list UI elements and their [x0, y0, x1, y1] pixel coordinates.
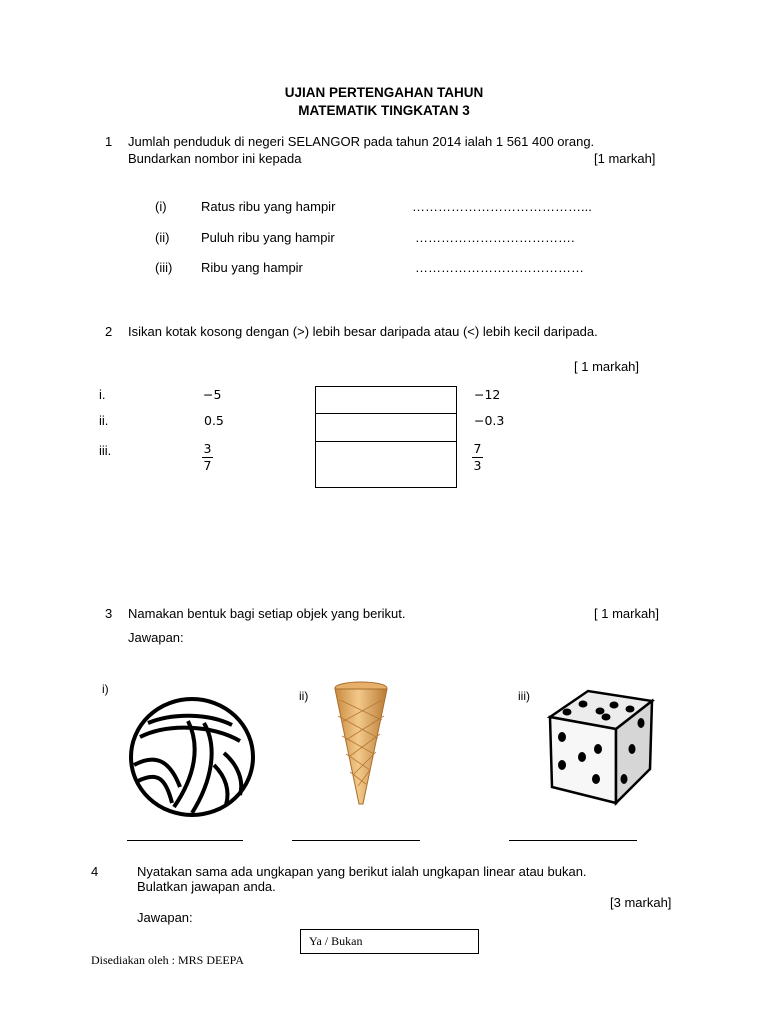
- q3-object-2-roman: ii): [299, 689, 309, 703]
- q1-item-1-label: Ratus ribu yang hampir: [201, 199, 336, 214]
- volleyball-icon: [128, 695, 258, 819]
- q2-row-1-right-value: −12: [474, 387, 501, 402]
- q3-answer-line-1[interactable]: [127, 840, 243, 841]
- q3-number: 3: [105, 606, 113, 621]
- q1-item-1-roman: (i): [155, 199, 167, 214]
- q2-text: Isikan kotak kosong dengan (>) lebih besar daripada atau (<) lebih kecil daripada.: [128, 324, 598, 339]
- ice-cream-cone-icon: [332, 680, 392, 808]
- q2-row-2-right-value: −0.3: [474, 413, 505, 428]
- q4-number: 4: [91, 864, 99, 879]
- q1-item-1-answer-dots: …………………………………...: [412, 199, 592, 214]
- q1-item-3-label: Ribu yang hampir: [201, 260, 303, 275]
- q3-answer-line-3[interactable]: [509, 840, 637, 841]
- q3-answer-line-2[interactable]: [292, 840, 420, 841]
- q1-text-line1: Jumlah penduduk di negeri SELANGOR pada tahun 2014 ialah 1 561 400 orang.: [128, 134, 595, 149]
- q4-text-line2: Bulatkan jawapan anda.: [137, 879, 276, 894]
- q2-row-3-right-fraction: [472, 442, 483, 473]
- page-subtitle: MATEMATIK TINGKATAN 3: [298, 103, 470, 118]
- dice-icon: [546, 687, 656, 807]
- q2-row-3-left-fraction: [202, 442, 213, 473]
- q3-answer-label: Jawapan:: [128, 630, 184, 645]
- q1-item-3-answer-dots: …………………………………: [415, 260, 584, 275]
- q3-object-3-roman: iii): [518, 689, 530, 703]
- page-title: UJIAN PERTENGAHAN TAHUN: [284, 85, 484, 100]
- q2-row-2-roman: ii.: [99, 413, 109, 428]
- q1-text-line2: Bundarkan nombor ini kepada: [128, 151, 302, 166]
- q2-number: 2: [105, 324, 113, 339]
- q2-row-2-left-value: 0.5: [204, 413, 224, 428]
- q1-item-3-roman: (iii): [155, 260, 173, 275]
- q4-text-line1: Nyatakan sama ada ungkapan yang berikut ialah ungkapan linear atau bukan.: [137, 864, 587, 879]
- q4-choice-text[interactable]: Ya / Bukan: [309, 934, 363, 948]
- q2-answer-box-3[interactable]: [315, 441, 457, 488]
- q4-marks: [3 markah]: [610, 895, 672, 910]
- q4-answer-box[interactable]: [300, 929, 479, 954]
- q2-row-3-roman: iii.: [99, 443, 112, 458]
- q2-row-1-left-value: −5: [203, 387, 222, 402]
- q3-text: Namakan bentuk bagi setiap objek yang berikut.: [128, 606, 406, 621]
- q3-marks: [ 1 markah]: [594, 606, 660, 621]
- q2-row-1-roman: i.: [99, 387, 106, 402]
- q3-object-1-roman: i): [102, 682, 109, 696]
- q2-marks: [ 1 markah]: [574, 359, 640, 374]
- q1-number: 1: [105, 134, 113, 149]
- q2-row-3-left-numerator: 3: [203, 441, 212, 456]
- q1-marks: [1 markah]: [594, 151, 656, 166]
- q2-row-3-right-numerator: 7: [473, 441, 482, 456]
- q2-answer-box-2[interactable]: [315, 412, 457, 442]
- q1-item-2-label: Puluh ribu yang hampir: [201, 230, 335, 245]
- q1-item-2-answer-dots: ……………………………….: [415, 230, 575, 245]
- q1-item-2-roman: (ii): [155, 230, 170, 245]
- q2-row-3-left-denominator: 7: [203, 458, 212, 473]
- q2-answer-box-1[interactable]: [315, 386, 457, 414]
- q2-row-3-right-denominator: 3: [473, 458, 482, 473]
- prepared-by: Disediakan oleh : MRS DEEPA: [91, 953, 244, 967]
- q4-answer-label: Jawapan:: [137, 910, 193, 925]
